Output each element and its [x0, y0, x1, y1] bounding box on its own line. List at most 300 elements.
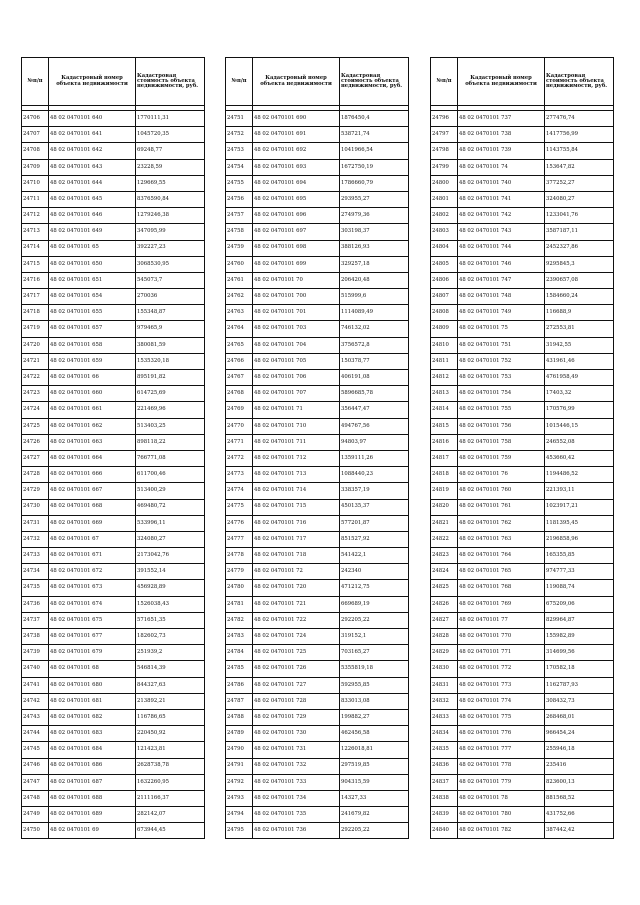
cadastral-number: 48 02 0470101 772 — [458, 661, 545, 677]
table-row — [226, 580, 409, 596]
cadastral-value: 165355,85 — [545, 548, 614, 564]
cadastral-value: 347095,99 — [136, 224, 205, 240]
row-number: 24720 — [22, 337, 49, 353]
row-number: 24755 — [226, 175, 253, 191]
cadastral-value: 314699,56 — [545, 645, 614, 661]
cadastral-value: 1786660,79 — [340, 175, 409, 191]
table-row — [431, 645, 614, 661]
cadastral-number: 48 02 0470101 696 — [253, 208, 340, 224]
cadastral-value: 251939,2 — [136, 645, 205, 661]
table-row — [431, 191, 614, 207]
cadastral-value: 170576,99 — [545, 402, 614, 418]
cadastral-value: 538721,74 — [340, 127, 409, 143]
cadastral-number: 48 02 0470101 718 — [253, 548, 340, 564]
cadastral-number: 48 02 0470101 679 — [49, 645, 136, 661]
cadastral-value: 2111166,37 — [136, 790, 205, 806]
table-row — [431, 240, 614, 256]
cadastral-number: 48 02 0470101 684 — [49, 742, 136, 758]
row-number: 24762 — [226, 289, 253, 305]
row-number: 24803 — [431, 224, 458, 240]
row-number: 24735 — [22, 580, 49, 596]
cadastral-value: 1279246,38 — [136, 208, 205, 224]
cadastral-number: 48 02 0470101 724 — [253, 629, 340, 645]
table-row — [431, 596, 614, 612]
cadastral-number: 48 02 0470101 747 — [458, 272, 545, 288]
cadastral-value: 235416 — [545, 758, 614, 774]
row-number: 24808 — [431, 305, 458, 321]
cadastral-number: 48 02 0470101 755 — [458, 402, 545, 418]
cadastral-number: 48 02 0470101 677 — [49, 629, 136, 645]
row-number: 24724 — [22, 402, 49, 418]
table-row — [22, 790, 205, 806]
table-row — [22, 289, 205, 305]
cadastral-number: 48 02 0470101 693 — [253, 159, 340, 175]
row-number: 24718 — [22, 305, 49, 321]
table-row — [431, 483, 614, 499]
row-number: 24759 — [226, 240, 253, 256]
cadastral-number: 48 02 0470101 779 — [458, 774, 545, 790]
cadastral-value: 324080,27 — [545, 191, 614, 207]
cadastral-value: 5896685,78 — [340, 386, 409, 402]
row-number: 24731 — [22, 515, 49, 531]
table-row — [22, 548, 205, 564]
cadastral-value: 255946,18 — [545, 742, 614, 758]
row-number: 24796 — [431, 111, 458, 127]
cadastral-value: 155982,89 — [545, 629, 614, 645]
cadastral-number: 48 02 0470101 780 — [458, 807, 545, 823]
cadastral-value: 213892,21 — [136, 693, 205, 709]
cadastral-value: 270036 — [136, 289, 205, 305]
cadastral-number: 48 02 0470101 710 — [253, 418, 340, 434]
row-number: 24750 — [22, 823, 49, 839]
table-row — [431, 807, 614, 823]
table-row — [431, 337, 614, 353]
table-row — [22, 143, 205, 159]
table-row — [226, 531, 409, 547]
row-number: 24748 — [22, 790, 49, 806]
cadastral-value: 242340 — [340, 564, 409, 580]
table-row — [226, 612, 409, 628]
cadastral-value: 94803,97 — [340, 434, 409, 450]
table-row — [226, 629, 409, 645]
cadastral-value: 282142,07 — [136, 807, 205, 823]
row-number: 24739 — [22, 645, 49, 661]
row-number: 24783 — [226, 629, 253, 645]
row-number: 24780 — [226, 580, 253, 596]
row-number: 24823 — [431, 548, 458, 564]
row-number: 24798 — [431, 143, 458, 159]
cadastral-number: 48 02 0470101 71 — [253, 402, 340, 418]
table-row — [431, 208, 614, 224]
table-row — [226, 661, 409, 677]
cadastral-value: 391552,14 — [136, 564, 205, 580]
row-number: 24769 — [226, 402, 253, 418]
cadastral-number: 48 02 0470101 776 — [458, 726, 545, 742]
table-row — [226, 790, 409, 806]
cadastral-value: 673944,45 — [136, 823, 205, 839]
table-row — [22, 191, 205, 207]
table-row — [226, 758, 409, 774]
table-row — [22, 774, 205, 790]
row-number: 24734 — [22, 564, 49, 580]
cadastral-value: 69248,77 — [136, 143, 205, 159]
table-row — [226, 548, 409, 564]
cadastral-value: 1023917,21 — [545, 499, 614, 515]
row-number: 24784 — [226, 645, 253, 661]
cadastral-number: 48 02 0470101 664 — [49, 450, 136, 466]
table-row — [226, 305, 409, 321]
cadastral-number: 48 02 0470101 760 — [458, 483, 545, 499]
cadastral-value: 1233041,76 — [545, 208, 614, 224]
cadastral-value: 31942,55 — [545, 337, 614, 353]
cadastral-number: 48 02 0470101 658 — [49, 337, 136, 353]
table-row — [226, 191, 409, 207]
table-row — [431, 742, 614, 758]
cadastral-value: 380081,59 — [136, 337, 205, 353]
table-row — [22, 483, 205, 499]
cadastral-value: 8376590,84 — [136, 191, 205, 207]
table-row — [22, 321, 205, 337]
cadastral-number: 48 02 0470101 722 — [253, 612, 340, 628]
cadastral-value: 1181395,45 — [545, 515, 614, 531]
row-number: 24749 — [22, 807, 49, 823]
cadastral-value: 571651,35 — [136, 612, 205, 628]
row-number: 24717 — [22, 289, 49, 305]
cadastral-value: 471212,75 — [340, 580, 409, 596]
cadastral-number: 48 02 0470101 660 — [49, 386, 136, 402]
cadastral-number: 48 02 0470101 727 — [253, 677, 340, 693]
table-row — [431, 564, 614, 580]
cadastral-number: 48 02 0470101 672 — [49, 564, 136, 580]
table-row — [431, 305, 614, 321]
cadastral-number: 48 02 0470101 667 — [49, 483, 136, 499]
cadastral-number: 48 02 0470101 643 — [49, 159, 136, 175]
cadastral-number: 48 02 0470101 703 — [253, 321, 340, 337]
table-row — [226, 353, 409, 369]
cadastral-number: 48 02 0470101 761 — [458, 499, 545, 515]
cadastral-value: 1143755,84 — [545, 143, 614, 159]
cadastral-number: 48 02 0470101 752 — [458, 353, 545, 369]
row-number: 24775 — [226, 499, 253, 515]
cadastral-number: 48 02 0470101 76 — [458, 467, 545, 483]
cadastral-value: 1876450,4 — [340, 111, 409, 127]
cadastral-value: 268468,01 — [545, 709, 614, 725]
cadastral-value: 292205,22 — [340, 823, 409, 839]
row-number: 24813 — [431, 386, 458, 402]
row-number: 24810 — [431, 337, 458, 353]
cadastral-number: 48 02 0470101 701 — [253, 305, 340, 321]
cadastral-value: 513400,29 — [136, 483, 205, 499]
cadastral-value: 387442,42 — [545, 823, 614, 839]
cadastral-number: 48 02 0470101 756 — [458, 418, 545, 434]
cadastral-value: 462456,58 — [340, 726, 409, 742]
cadastral-number: 48 02 0470101 681 — [49, 693, 136, 709]
row-number: 24728 — [22, 467, 49, 483]
cadastral-value: 766771,08 — [136, 450, 205, 466]
cadastral-value: 1770111,31 — [136, 111, 205, 127]
row-number: 24786 — [226, 677, 253, 693]
cadastral-number: 48 02 0470101 662 — [49, 418, 136, 434]
cadastral-number: 48 02 0470101 72 — [253, 564, 340, 580]
row-number: 24722 — [22, 370, 49, 386]
cadastral-value: 2628738,78 — [136, 758, 205, 774]
cadastral-value: 116786,65 — [136, 709, 205, 725]
cadastral-number: 48 02 0470101 671 — [49, 548, 136, 564]
row-number: 24794 — [226, 807, 253, 823]
cadastral-value: 23228,59 — [136, 159, 205, 175]
table-row — [22, 208, 205, 224]
table-row — [431, 661, 614, 677]
row-number: 24778 — [226, 548, 253, 564]
cadastral-value: 1226018,81 — [340, 742, 409, 758]
row-number: 24777 — [226, 531, 253, 547]
cadastral-number: 48 02 0470101 690 — [253, 111, 340, 127]
row-number: 24812 — [431, 370, 458, 386]
cadastral-number: 48 02 0470101 657 — [49, 321, 136, 337]
cadastral-number: 48 02 0470101 75 — [458, 321, 545, 337]
table-row — [226, 564, 409, 580]
table-row — [431, 467, 614, 483]
cadastral-number: 48 02 0470101 754 — [458, 386, 545, 402]
cadastral-value: 541422,1 — [340, 548, 409, 564]
table-row — [22, 337, 205, 353]
row-number: 24788 — [226, 709, 253, 725]
cadastral-value: 338357,19 — [340, 483, 409, 499]
cadastral-value: 592955,85 — [340, 677, 409, 693]
cadastral-number: 48 02 0470101 673 — [49, 580, 136, 596]
table-row — [431, 726, 614, 742]
row-number: 24838 — [431, 790, 458, 806]
cadastral-number: 48 02 0470101 704 — [253, 337, 340, 353]
cadastral-number: 48 02 0470101 711 — [253, 434, 340, 450]
cadastral-number: 48 02 0470101 640 — [49, 111, 136, 127]
cadastral-number: 48 02 0470101 744 — [458, 240, 545, 256]
table-row — [226, 159, 409, 175]
table-row — [431, 143, 614, 159]
row-number: 24831 — [431, 677, 458, 693]
row-number: 24793 — [226, 790, 253, 806]
table-row — [431, 224, 614, 240]
cadastral-number: 48 02 0470101 775 — [458, 709, 545, 725]
table-row — [431, 321, 614, 337]
cadastral-number: 48 02 0470101 695 — [253, 191, 340, 207]
table-row — [431, 629, 614, 645]
cadastral-number: 48 02 0470101 646 — [49, 208, 136, 224]
row-number: 24819 — [431, 483, 458, 499]
cadastral-value: 150378,77 — [340, 353, 409, 369]
table-row — [431, 370, 614, 386]
cadastral-number: 48 02 0470101 644 — [49, 175, 136, 191]
cadastral-value: 979465,9 — [136, 321, 205, 337]
cadastral-value: 431961,46 — [545, 353, 614, 369]
cadastral-value: 3068530,95 — [136, 256, 205, 272]
cadastral-number: 48 02 0470101 700 — [253, 289, 340, 305]
row-number: 24821 — [431, 515, 458, 531]
table-row — [226, 450, 409, 466]
row-number: 24740 — [22, 661, 49, 677]
header-cadastral-value: Кадастровая стоимость объекта недвижимости, руб. — [136, 58, 205, 106]
cadastral-number: 48 02 0470101 78 — [458, 790, 545, 806]
row-number: 24712 — [22, 208, 49, 224]
cadastral-number: 48 02 0470101 768 — [458, 580, 545, 596]
table-row — [226, 143, 409, 159]
table-row — [22, 418, 205, 434]
cadastral-number: 48 02 0470101 743 — [458, 224, 545, 240]
table-row — [22, 531, 205, 547]
row-number: 24826 — [431, 596, 458, 612]
row-number: 24745 — [22, 742, 49, 758]
table-row — [226, 175, 409, 191]
cadastral-value: 974777,33 — [545, 564, 614, 580]
row-number: 24737 — [22, 612, 49, 628]
row-number: 24726 — [22, 434, 49, 450]
row-number: 24741 — [22, 677, 49, 693]
table-row — [226, 224, 409, 240]
cadastral-value: 614725,69 — [136, 386, 205, 402]
cadastral-number: 48 02 0470101 683 — [49, 726, 136, 742]
cadastral-value: 388126,93 — [340, 240, 409, 256]
cadastral-number: 48 02 0470101 742 — [458, 208, 545, 224]
table-row — [22, 709, 205, 725]
cadastral-number: 48 02 0470101 698 — [253, 240, 340, 256]
row-number: 24825 — [431, 580, 458, 596]
header-cadastral-number: Кадастровый номер объекта недвижимости — [458, 58, 545, 106]
cadastral-number: 48 02 0470101 738 — [458, 127, 545, 143]
cadastral-value: 1535320,18 — [136, 353, 205, 369]
table-row — [431, 289, 614, 305]
cadastral-value: 546814,39 — [136, 661, 205, 677]
cadastral-value: 319152,1 — [340, 629, 409, 645]
row-number: 24774 — [226, 483, 253, 499]
row-number: 24770 — [226, 418, 253, 434]
table-row — [22, 305, 205, 321]
table-row — [431, 127, 614, 143]
cadastral-value: 199882,27 — [340, 709, 409, 725]
cadastral-number: 48 02 0470101 764 — [458, 548, 545, 564]
row-number: 24756 — [226, 191, 253, 207]
cadastral-value: 1088440,23 — [340, 467, 409, 483]
table-row — [431, 111, 614, 127]
cadastral-value: 1632260,95 — [136, 774, 205, 790]
row-number: 24713 — [22, 224, 49, 240]
row-number: 24751 — [226, 111, 253, 127]
cadastral-value: 833013,08 — [340, 693, 409, 709]
row-number: 24709 — [22, 159, 49, 175]
row-number: 24801 — [431, 191, 458, 207]
row-number: 24753 — [226, 143, 253, 159]
row-number: 24730 — [22, 499, 49, 515]
cadastral-number: 48 02 0470101 777 — [458, 742, 545, 758]
cadastral-number: 48 02 0470101 691 — [253, 127, 340, 143]
cadastral-number: 48 02 0470101 731 — [253, 742, 340, 758]
cadastral-value: 851527,92 — [340, 531, 409, 547]
row-number: 24804 — [431, 240, 458, 256]
table-row — [22, 499, 205, 515]
row-number: 24816 — [431, 434, 458, 450]
cadastral-number: 48 02 0470101 736 — [253, 823, 340, 839]
table-row — [226, 208, 409, 224]
row-number: 24716 — [22, 272, 49, 288]
table-row — [22, 159, 205, 175]
table-row — [431, 256, 614, 272]
table-row — [431, 515, 614, 531]
cadastral-value: 277476,74 — [545, 111, 614, 127]
cadastral-value: 494767,56 — [340, 418, 409, 434]
cadastral-number: 48 02 0470101 778 — [458, 758, 545, 774]
cadastral-number: 48 02 0470101 651 — [49, 272, 136, 288]
cadastral-number: 48 02 0470101 661 — [49, 402, 136, 418]
table-row — [226, 386, 409, 402]
row-number: 24805 — [431, 256, 458, 272]
table-row — [22, 661, 205, 677]
table-row — [22, 127, 205, 143]
cadastral-value: 829964,87 — [545, 612, 614, 628]
cadastral-number: 48 02 0470101 641 — [49, 127, 136, 143]
row-number: 24733 — [22, 548, 49, 564]
table-row — [226, 645, 409, 661]
table-row — [22, 370, 205, 386]
cadastral-number: 48 02 0470101 782 — [458, 823, 545, 839]
cadastral-value: 116688,9 — [545, 305, 614, 321]
cadastral-value: 297519,85 — [340, 758, 409, 774]
row-number: 24747 — [22, 774, 49, 790]
cadastral-number: 48 02 0470101 769 — [458, 596, 545, 612]
cadastral-value: 5355819,18 — [340, 661, 409, 677]
row-number: 24785 — [226, 661, 253, 677]
row-number: 24815 — [431, 418, 458, 434]
cadastral-value: 1045720,35 — [136, 127, 205, 143]
row-number: 24839 — [431, 807, 458, 823]
cadastral-value: 292205,22 — [340, 612, 409, 628]
row-number: 24752 — [226, 127, 253, 143]
cadastral-value: 246552,08 — [545, 434, 614, 450]
row-number: 24802 — [431, 208, 458, 224]
cadastral-value: 431752,66 — [545, 807, 614, 823]
cadastral-value: 881568,52 — [545, 790, 614, 806]
header-num: №п/п — [431, 58, 458, 106]
table-row — [22, 256, 205, 272]
row-number: 24822 — [431, 531, 458, 547]
cadastral-value: 170582,18 — [545, 661, 614, 677]
cadastral-number: 48 02 0470101 751 — [458, 337, 545, 353]
cadastral-number: 48 02 0470101 773 — [458, 677, 545, 693]
cadastral-value: 469480,72 — [136, 499, 205, 515]
row-number: 24790 — [226, 742, 253, 758]
row-number: 24746 — [22, 758, 49, 774]
row-number: 24834 — [431, 726, 458, 742]
cadastral-value: 221469,96 — [136, 402, 205, 418]
cadastral-value: 545073,7 — [136, 272, 205, 288]
row-number: 24725 — [22, 418, 49, 434]
cadastral-value: 515999,6 — [340, 289, 409, 305]
row-number: 24727 — [22, 450, 49, 466]
table-row — [22, 645, 205, 661]
row-number: 24828 — [431, 629, 458, 645]
table-row — [226, 256, 409, 272]
row-number: 24787 — [226, 693, 253, 709]
cadastral-value: 182602,73 — [136, 629, 205, 645]
cadastral-number: 48 02 0470101 666 — [49, 467, 136, 483]
cadastral-value: 377252,27 — [545, 175, 614, 191]
row-number: 24761 — [226, 272, 253, 288]
cadastral-table-3 — [430, 57, 614, 839]
row-number: 24714 — [22, 240, 49, 256]
table-row — [226, 483, 409, 499]
row-number: 24736 — [22, 596, 49, 612]
cadastral-number: 48 02 0470101 69 — [49, 823, 136, 839]
cadastral-number: 48 02 0470101 692 — [253, 143, 340, 159]
table-row — [226, 418, 409, 434]
